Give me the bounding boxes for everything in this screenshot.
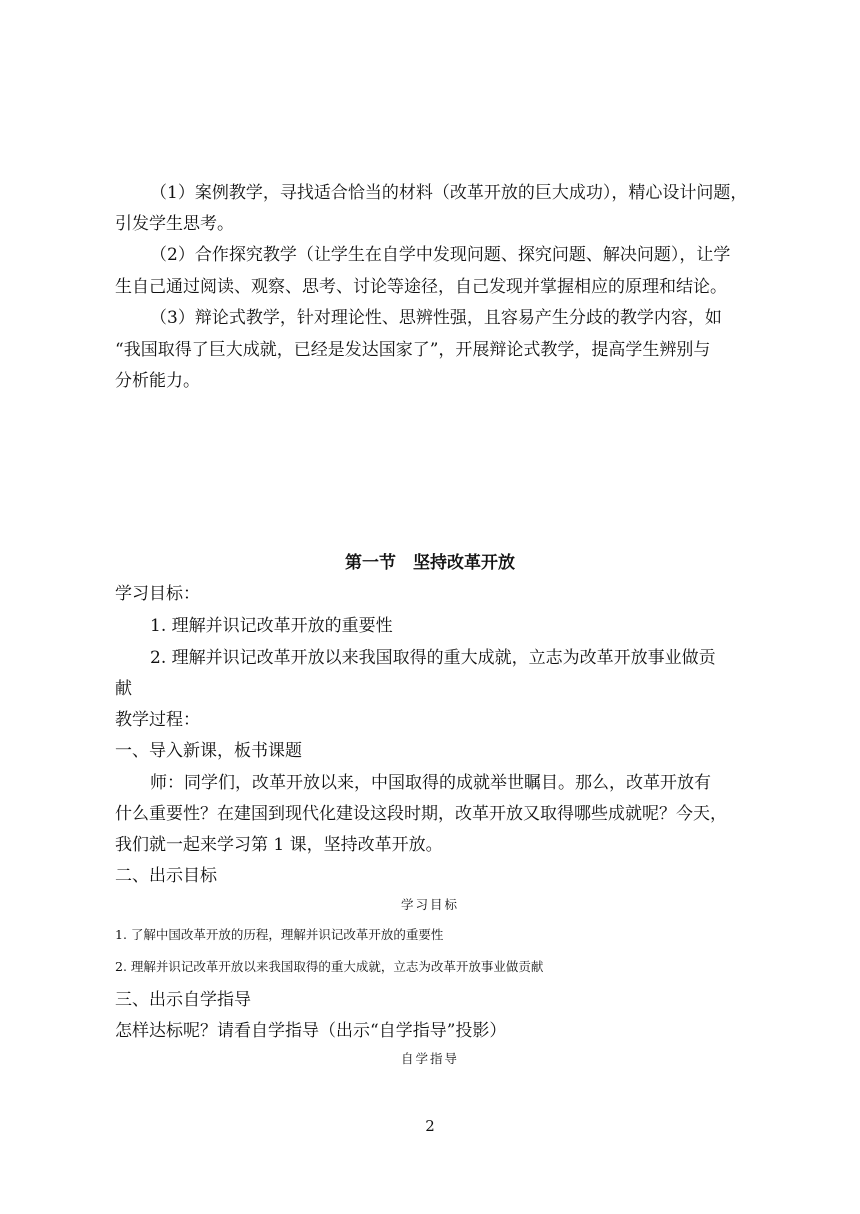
box-item: 2. 理解并识记改革开放以来我国取得的重大成就，立志为改革开放事业做贡献	[115, 959, 544, 974]
step-heading: 三、出示自学指导	[115, 990, 251, 1010]
page-number: 2	[425, 1117, 435, 1135]
paragraph-line: 什么重要性？在建国到现代化建设这段时期，改革开放又取得哪些成就呢？今天，	[115, 804, 727, 824]
paragraph-line: （1）案例教学，寻找适合恰当的材料（改革开放的巨大成功），精心设计问题，	[150, 183, 748, 203]
paragraph-line: （3）辩论式教学，针对理论性、思辨性强，且容易产生分歧的教学内容，如	[150, 308, 722, 328]
box-title-learning-goals: 学习目标	[400, 897, 459, 912]
step-heading: 二、出示目标	[115, 866, 217, 886]
goal-item: 1. 理解并识记改革开放的重要性	[150, 616, 393, 636]
paragraph-line: “我国取得了巨大成就，已经是发达国家了”，开展辩论式教学，提高学生辨别与	[115, 340, 711, 360]
paragraph-line: 怎样达标呢？请看自学指导（出示“自学指导”投影）	[115, 1021, 507, 1041]
goal-item: 2. 理解并识记改革开放以来我国取得的重大成就，立志为改革开放事业做贡	[150, 648, 716, 668]
section-heading: 第一节 坚持改革开放	[345, 553, 515, 573]
paragraph-line: 分析能力。	[115, 371, 200, 391]
box-item: 1. 了解中国改革开放的历程，理解并识记改革开放的重要性	[115, 927, 444, 942]
paragraph-line: 我们就一起来学习第 1 课，坚持改革开放。	[115, 835, 443, 855]
paragraph-line: 引发学生思考。	[115, 214, 234, 234]
box-title-self-study-guide: 自学指导	[400, 1051, 459, 1066]
paragraph-line: 生自己通过阅读、观察、思考、讨论等途径，自己发现并掌握相应的原理和结论。	[115, 277, 727, 297]
paragraph-line: （2）合作探究教学（让学生在自学中发现问题、探究问题、解决问题），让学	[150, 245, 731, 265]
label-teaching-process: 教学过程：	[115, 710, 200, 730]
paragraph-line: 师：同学们，改革开放以来，中国取得的成就举世瞩目。那么，改革开放有	[150, 773, 711, 793]
step-heading: 一、导入新课，板书课题	[115, 741, 302, 761]
label-learning-goals: 学习目标：	[115, 584, 200, 604]
goal-item-continuation: 献	[115, 679, 132, 699]
